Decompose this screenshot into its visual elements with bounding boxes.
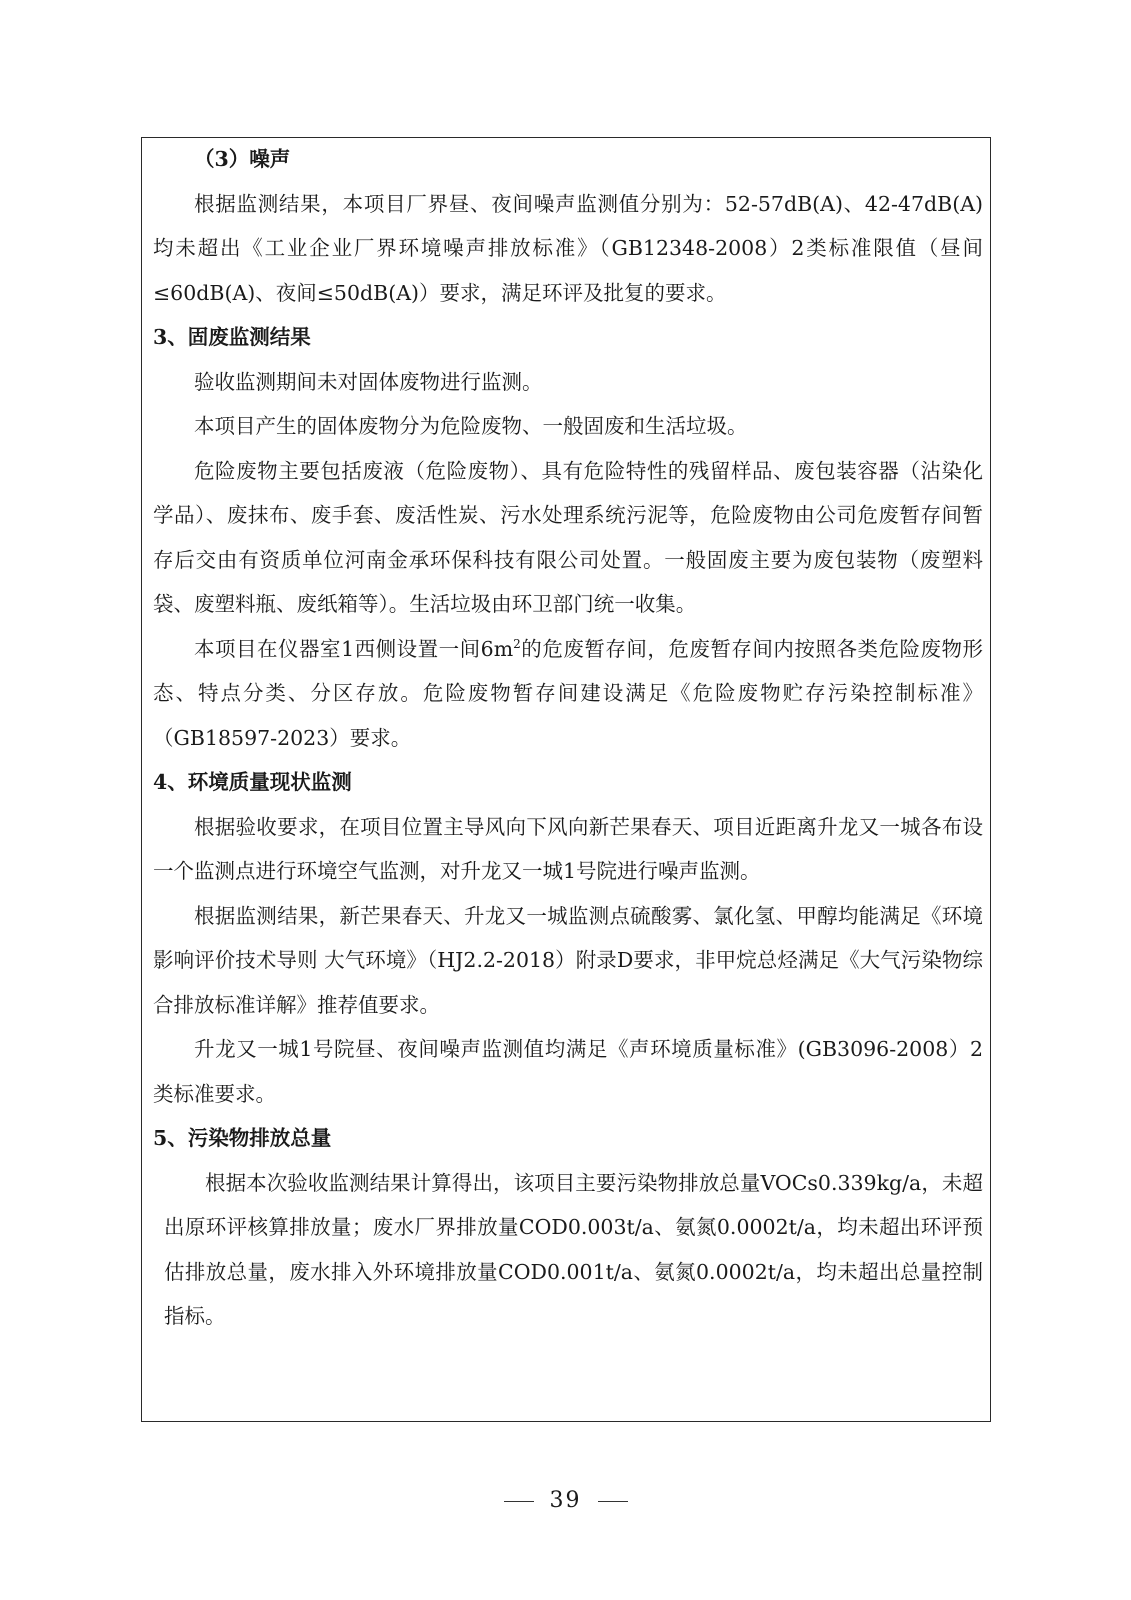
square-meter-superscript: 2 [513, 636, 521, 651]
solid-waste-paragraph-4 [153, 627, 983, 761]
storage-text-after: 的危废暂存间，危废暂存间内按照各类危险废物形态、特点分类、分区存放。危险废物暂存间建设满足《危险废物贮存污染控制标准》（GB18597-2023）要求。 [153, 636, 983, 750]
page-footer [0, 1488, 1131, 1513]
noise-paragraph: 根据监测结果，本项目厂界昼、夜间噪声监测值分别为：52-57dB(A)、42-47dB(A)均未超出《工业企业厂界环境噪声排放标准》（GB12348-2008）2类标准限值（昼间≤60dB(A)、夜间≤50dB(A)）要求，满足环评及批复的要求。 [153, 191, 983, 305]
env-quality-paragraph-3: 升龙又一城1号院昼、夜间噪声监测值均满足《声环境质量标准》(GB3096-2008）2类标准要求。 [153, 1037, 983, 1106]
env-quality-paragraph-2: 根据监测结果，新芒果春天、升龙又一城监测点硫酸雾、氯化氢、甲醇均能满足《环境影响评价技术导则 大气环境》（HJ2.2-2018）附录D要求，非甲烷总烃满足《大气污染物综合排放标准详解》推荐值要求。 [153, 903, 983, 1017]
env-quality-heading: 4、环境质量现状监测 [153, 770, 352, 794]
total-emission-paragraph: 根据本次验收监测结果计算得出，该项目主要污染物排放总量VOCs0.339kg/a，未超出原环评核算排放量；废水厂界排放量COD0.003t/a、氨氮0.0002t/a，均未超出环评预估排放总量，废水排入外环境排放量COD0.001t/a、氨氮0.0002t/a，均未超出总量控制指标。 [164, 1170, 983, 1328]
solid-waste-paragraph-2: 本项目产生的固体废物分为危险废物、一般固废和生活垃圾。 [194, 414, 748, 438]
total-emission-heading: 5、污染物排放总量 [153, 1126, 332, 1150]
solid-waste-paragraph-1: 验收监测期间未对固体废物进行监测。 [194, 369, 543, 394]
noise-heading: （3）噪声 [194, 147, 291, 171]
left-dash [504, 1501, 534, 1502]
document-body [153, 137, 983, 1339]
solid-waste-paragraph-3: 危险废物主要包括废液（危险废物）、具有危险特性的残留样品、废包装容器（沾染化学品）、废抹布、废手套、废活性炭、污水处理系统污泥等，危险废物由公司危废暂存间暂存后交由有资质单位河南金承环保科技有限公司处置。一般固废主要为废包装物（废塑料袋、废塑料瓶、废纸箱等）。生活垃圾由环卫部门统一收集。 [153, 458, 983, 616]
solid-waste-heading: 3、固废监测结果 [153, 325, 311, 349]
storage-text-before: 本项目在仪器室1西侧设置一间6m [194, 636, 514, 661]
right-dash [598, 1501, 628, 1502]
page-number: 39 [549, 1488, 582, 1513]
env-quality-paragraph-1: 根据验收要求，在项目位置主导风向下风向新芒果春天、项目近距离升龙又一城各布设一个监测点进行环境空气监测，对升龙又一城1号院进行噪声监测。 [153, 814, 983, 883]
